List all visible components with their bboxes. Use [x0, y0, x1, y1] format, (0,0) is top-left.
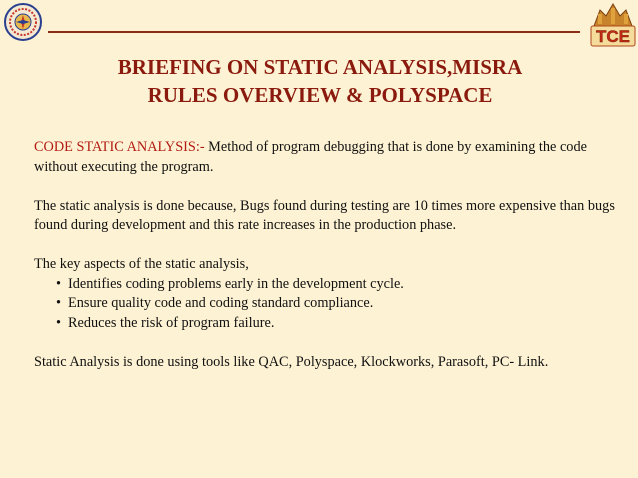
title-line-1: BRIEFING ON STATIC ANALYSIS,MISRA [117, 55, 523, 79]
title-line-2: RULES OVERVIEW & POLYSPACE [147, 83, 493, 107]
tools-paragraph: Static Analysis is done using tools like QAC, Polyspace, Klockworks, Parasoft, PC- Link. [34, 353, 549, 370]
aspect-text: Identifies coding problems early in the development cycle. [68, 275, 404, 292]
bullet-icon: • [56, 295, 62, 311]
institution-emblem-icon [3, 2, 43, 42]
aspect-text: Reduces the risk of program failure. [68, 314, 275, 331]
reason-paragraph: The static analysis is done because, Bugs found during testing are 10 times more expensive than bugs found during development and this rate increases in the production phase. [34, 197, 615, 233]
aspects-heading: The key aspects of the static analysis, [34, 256, 249, 272]
aspects-list [34, 275, 624, 334]
definition-text: Method of program debugging that is done by examining the code without executing the program. [34, 139, 587, 175]
list-item [34, 275, 624, 295]
tce-logo-icon [588, 0, 638, 50]
bullet-icon: • [56, 275, 62, 292]
slide-title [40, 53, 600, 109]
tce-logo-text: TCE [596, 27, 630, 46]
list-item [34, 294, 624, 314]
definition-paragraph [34, 138, 624, 177]
bullet-icon: • [56, 314, 62, 331]
header-divider [48, 31, 580, 33]
definition-label: CODE STATIC ANALYSIS:- [34, 139, 205, 155]
list-item [34, 314, 624, 334]
slide-body [34, 138, 624, 392]
aspect-text: Ensure quality code and coding standard compliance. [68, 295, 374, 311]
